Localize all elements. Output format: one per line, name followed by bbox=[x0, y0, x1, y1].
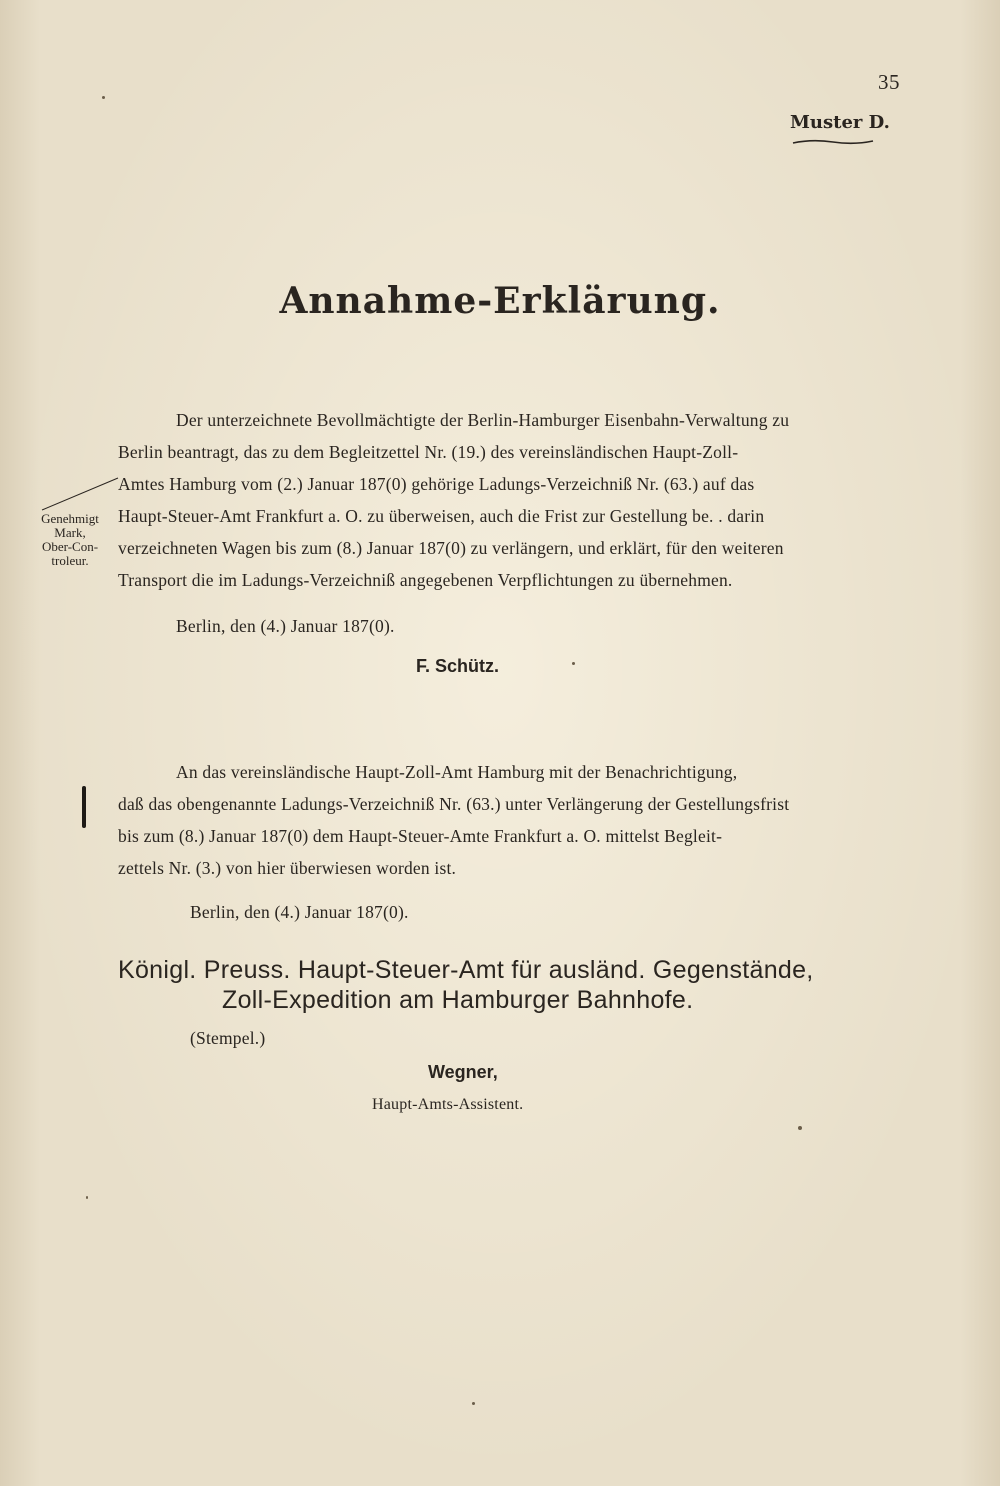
paper-speck bbox=[472, 1402, 475, 1405]
declaration-line: Amtes Hamburg vom (2.) Januar 187(0) gehörige Ladungs-Verzeichniß Nr. (63.) auf das bbox=[118, 474, 755, 494]
declaration-line: Der unterzeichnete Bevollmächtigte der Berlin-Hamburger Eisenbahn-Verwaltung zu bbox=[176, 410, 790, 430]
declaration-line: Berlin beantragt, das zu dem Begleitzettel Nr. (19.) des vereinsländischen Haupt-Zoll- bbox=[118, 442, 739, 462]
notification-line: bis zum (8.) Januar 187(0) dem Haupt-Steuer-Amte Frankfurt a. O. mittelst Begleit- bbox=[118, 826, 723, 846]
paper-speck bbox=[102, 96, 105, 99]
margin-note-line: troleur. bbox=[51, 553, 89, 568]
notification-place-date: Berlin, den (4.) Januar 187(0). bbox=[190, 902, 409, 922]
official-title: Haupt-Amts-Assistent. bbox=[372, 1096, 524, 1113]
stamp-office-line: Königl. Preuss. Haupt-Steuer-Amt für ausländ. Gegenstände, bbox=[118, 956, 814, 984]
declaration-place-date: Berlin, den (4.) Januar 187(0). bbox=[176, 616, 395, 636]
side-mark bbox=[82, 786, 86, 828]
paper-speck bbox=[86, 1196, 88, 1199]
declaration-line: verzeichneten Wagen bis zum (8.) Januar 187(0) zu verlängern, und erklärt, für den weiteren bbox=[118, 538, 784, 558]
notification-line: zettels Nr. (3.) von hier überwiesen worden ist. bbox=[118, 858, 457, 878]
margin-note-stroke bbox=[40, 474, 120, 514]
declaration-line: Transport die im Ladungs-Verzeichniß angegebenen Verpflichtungen zu übernehmen. bbox=[118, 570, 733, 590]
stamp-label: (Stempel.) bbox=[190, 1028, 266, 1048]
stamp-office-line: Zoll-Expedition am Hamburger Bahnhofe. bbox=[222, 986, 694, 1014]
pattern-label: Muster D. bbox=[790, 112, 890, 133]
official-signature: Wegner, bbox=[428, 1062, 498, 1082]
document-title: Annahme-Erklärung. bbox=[279, 280, 721, 322]
margin-note-line: Genehmigt bbox=[41, 511, 99, 526]
paper-speck bbox=[572, 662, 575, 665]
page-number: 35 bbox=[878, 70, 900, 94]
declaration-signature: F. Schütz. bbox=[416, 656, 500, 676]
pattern-underline bbox=[792, 138, 874, 146]
declaration-line: Haupt-Steuer-Amt Frankfurt a. O. zu überweisen, auch die Frist zur Gestellung be. . darin bbox=[118, 506, 765, 526]
notification-line: An das vereinsländische Haupt-Zoll-Amt Hamburg mit der Benachrichtigung, bbox=[176, 762, 738, 782]
margin-note-line: Mark, bbox=[54, 525, 86, 540]
notification-line: daß das obengenannte Ladungs-Verzeichniß Nr. (63.) unter Verlängerung der Gestellungsfrist bbox=[118, 794, 790, 814]
margin-note bbox=[28, 512, 112, 568]
margin-note-line: Ober-Con- bbox=[41, 539, 99, 554]
paper-speck bbox=[798, 1126, 802, 1130]
